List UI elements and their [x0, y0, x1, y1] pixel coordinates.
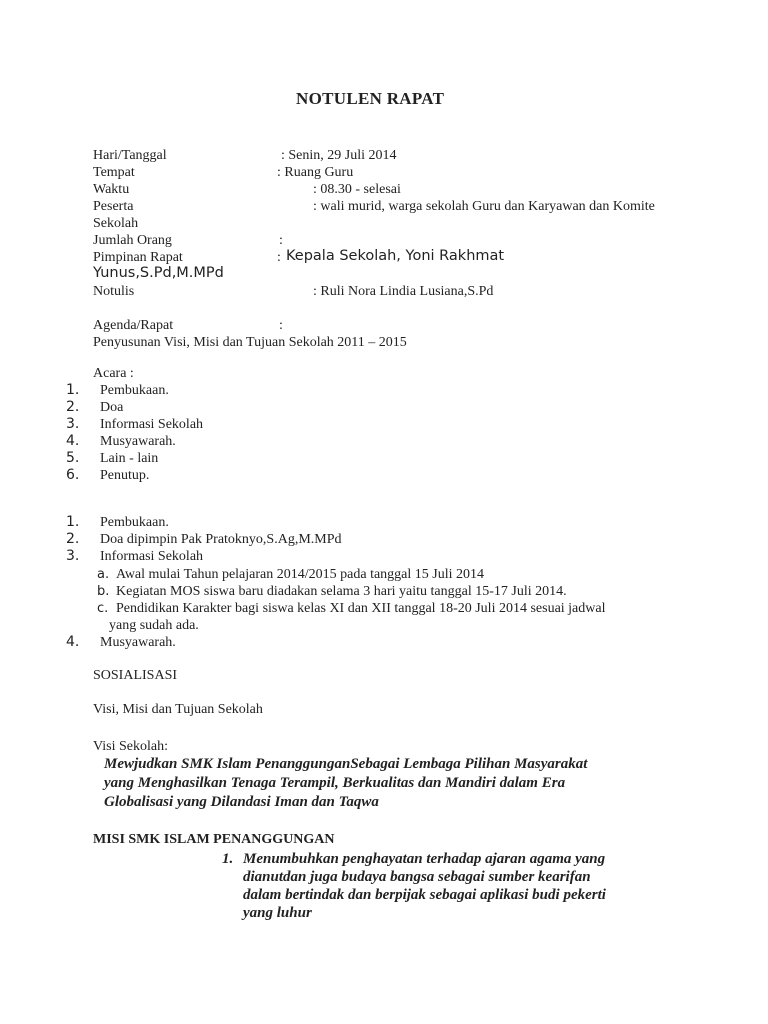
proceeding-item-number: 1. [66, 514, 80, 530]
hari-value: : Senin, 29 Juli 2014 [281, 148, 397, 163]
acara-item: Pembukaan. [100, 383, 169, 398]
agenda-label: Agenda/Rapat [93, 318, 174, 333]
acara-label: Acara : [93, 366, 134, 381]
pimpinan-continuation: Yunus,S.Pd,M.MPd [93, 265, 224, 281]
proceeding-item: Pembukaan. [100, 515, 169, 530]
acara-item: Lain - lain [100, 451, 159, 466]
document-title: NOTULEN RAPAT [296, 89, 445, 108]
sosialisasi-heading: SOSIALISASI [93, 668, 178, 683]
misi-number: 1. [222, 851, 234, 867]
acara-item-number: 4. [66, 433, 80, 449]
visi-line: Globalisasi yang Dilandasi Iman dan Taqwa [104, 794, 379, 810]
acara-item-number: 6. [66, 467, 80, 483]
agenda-text: Penyusunan Visi, Misi dan Tujuan Sekolah 2011 – 2015 [93, 335, 407, 350]
notulis-value: : Ruli Nora Lindia Lusiana,S.Pd [313, 284, 494, 299]
visi-line: yang Menghasilkan Tenaga Terampil, Berkualitas dan Mandiri dalam Era [104, 775, 566, 791]
misi-line: Menumbuhkan penghayatan terhadap ajaran agama yang [243, 851, 606, 867]
acara-item-number: 3. [66, 416, 80, 432]
proceeding-item-number: 4. [66, 634, 80, 650]
acara-item: Doa [100, 400, 124, 415]
acara-item: Penutup. [100, 468, 150, 483]
tempat-value: : Ruang Guru [277, 165, 354, 180]
acara-item-number: 5. [66, 450, 80, 466]
hari-label: Hari/Tanggal [93, 148, 167, 163]
proceeding-item: Musyawarah. [100, 635, 176, 650]
sub-item-continuation: yang sudah ada. [109, 618, 199, 633]
sub-item-letter: b. [97, 584, 110, 599]
pimpinan-colon: : [277, 250, 281, 265]
pimpinan-value: Kepala Sekolah, Yoni Rakhmat [286, 248, 505, 264]
sub-item: Awal mulai Tahun pelajaran 2014/2015 pada tanggal 15 Juli 2014 [116, 567, 485, 582]
proceeding-item-number: 2. [66, 531, 80, 547]
peserta-value: : wali murid, warga sekolah Guru dan Karyawan dan Komite [313, 199, 655, 214]
acara-item: Informasi Sekolah [100, 417, 204, 432]
agenda-colon: : [279, 318, 283, 333]
proceeding-item: Doa dipimpin Pak Pratoknyo,S.Ag,M.MPd [100, 532, 342, 547]
misi-line: dianutdan juga budaya bangsa sebagai sumber kearifan [243, 869, 591, 885]
vmt-heading: Visi, Misi dan Tujuan Sekolah [93, 702, 263, 717]
visi-line: Mewjudkan SMK Islam PenanggunganSebagai Lembaga Pilihan Masyarakat [104, 756, 588, 772]
proceeding-item-number: 3. [66, 548, 80, 564]
sub-item: Kegiatan MOS siswa baru diadakan selama 3 hari yaitu tanggal 15-17 Juli 2014. [116, 584, 567, 599]
acara-item-number: 2. [66, 399, 80, 415]
misi-line: yang luhur [243, 905, 312, 921]
waktu-label: Waktu [93, 182, 130, 197]
jumlah-label: Jumlah Orang [93, 233, 172, 248]
misi-line: dalam bertindak dan berpijak sebagai aplikasi budi pekerti [243, 887, 606, 903]
visi-label: Visi Sekolah: [93, 739, 168, 754]
pimpinan-label: Pimpinan Rapat [93, 250, 183, 265]
sub-item-letter: c. [97, 601, 109, 616]
waktu-value: : 08.30 - selesai [313, 182, 401, 197]
misi-title: MISI SMK ISLAM PENANGGUNGAN [93, 832, 335, 847]
peserta-label: Peserta [93, 199, 134, 214]
sub-item-letter: a. [97, 567, 110, 582]
jumlah-value: : [279, 233, 283, 248]
acara-item-number: 1. [66, 382, 80, 398]
sub-item: Pendidikan Karakter bagi siswa kelas XI dan XII tanggal 18-20 Juli 2014 sesuai jadwal [116, 601, 606, 616]
peserta-continuation: Sekolah [93, 216, 139, 231]
proceeding-item: Informasi Sekolah [100, 549, 204, 564]
notulis-label: Notulis [93, 284, 135, 299]
tempat-label: Tempat [93, 165, 135, 180]
acara-item: Musyawarah. [100, 434, 176, 449]
